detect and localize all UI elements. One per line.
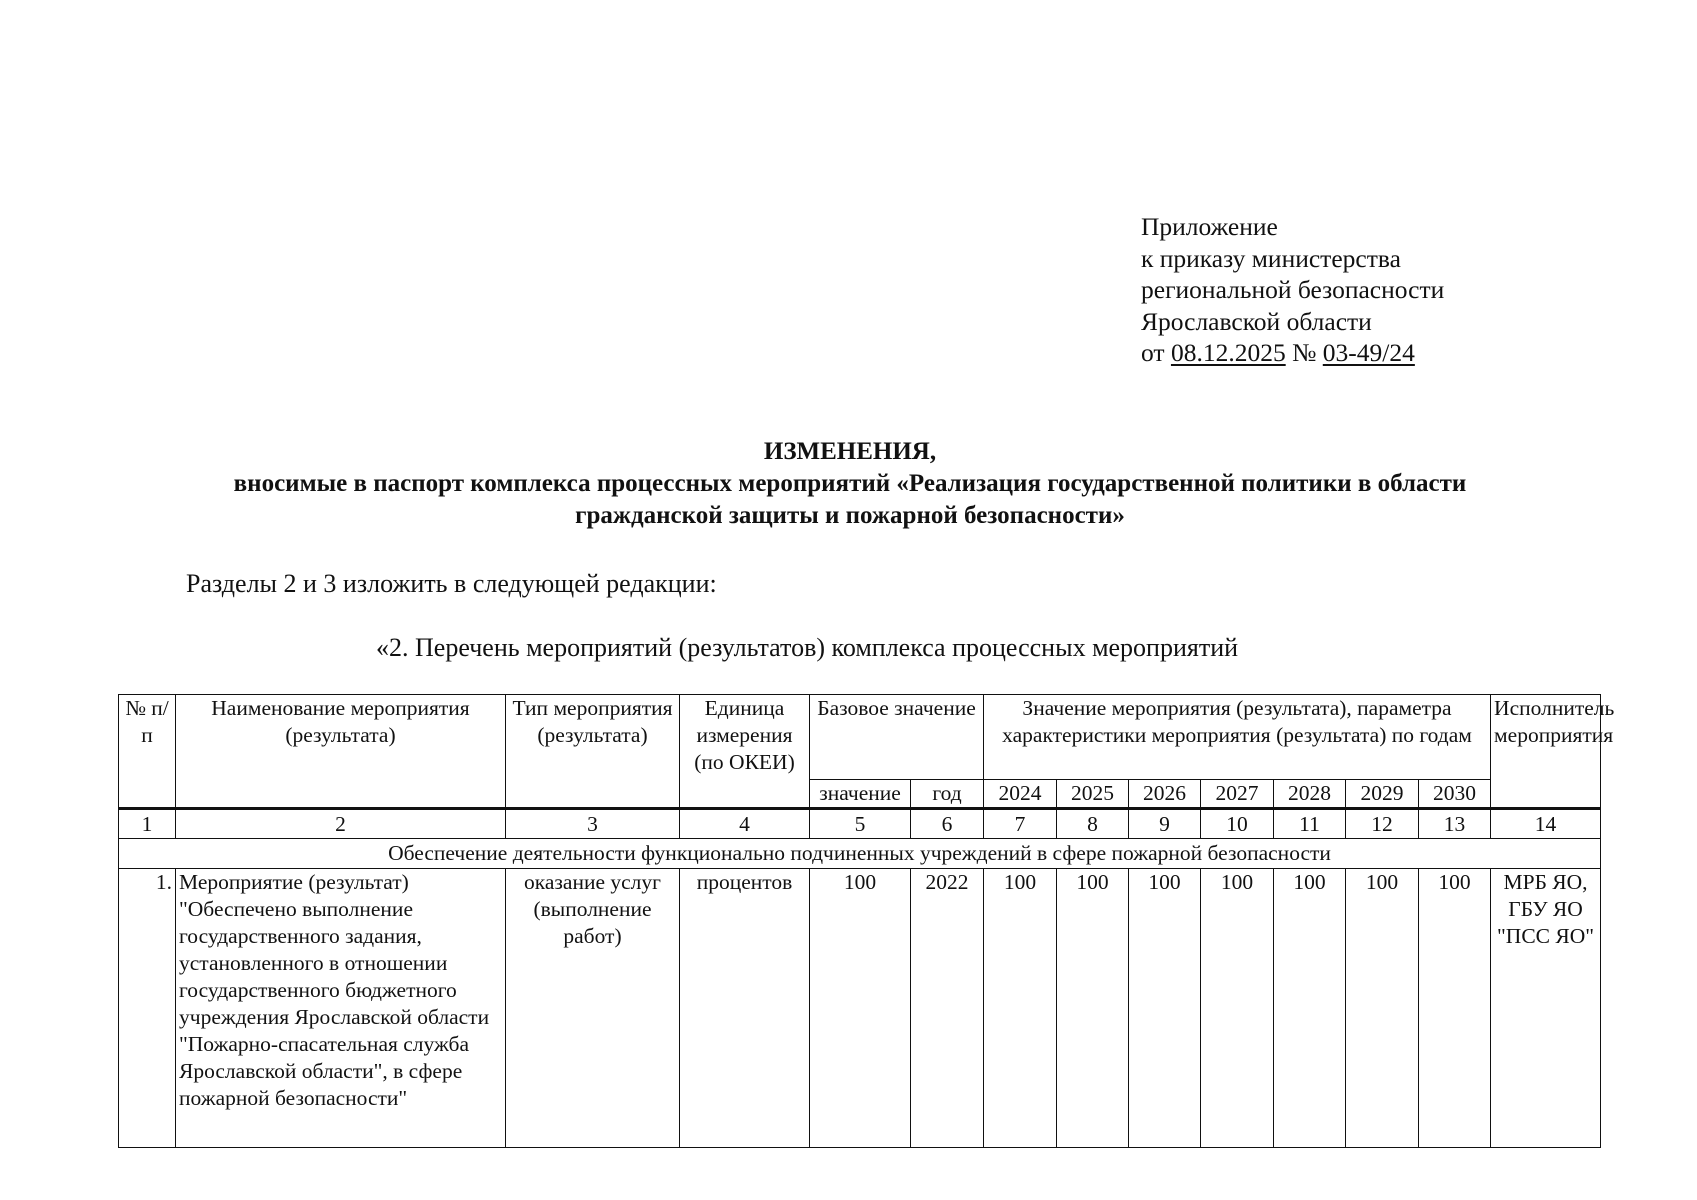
header-values: Значение мероприятия (результата), параметра характеристики мероприятия (результата) по годам bbox=[984, 695, 1491, 780]
row-value: 100 bbox=[1129, 869, 1201, 1148]
row-value: 100 bbox=[1346, 869, 1419, 1148]
section-row bbox=[119, 839, 1601, 869]
header-year: 2025 bbox=[1057, 780, 1129, 809]
row-base-value: 100 bbox=[810, 869, 911, 1148]
header-year: 2027 bbox=[1201, 780, 1274, 809]
row-name: Мероприятие (результат) "Обеспечено выполнение государственного задания, установленного в отношении государственного бюджетного учреждения Ярославской области "Пожарно-спасательная служба Ярославской области", в сфере пожарной безопасности" bbox=[176, 869, 506, 1148]
column-number: 1 bbox=[119, 809, 176, 839]
order-number: 03-49/24 bbox=[1322, 338, 1415, 367]
header-year: 2028 bbox=[1274, 780, 1346, 809]
column-number: 13 bbox=[1419, 809, 1491, 839]
column-number: 10 bbox=[1201, 809, 1274, 839]
row-base-year: 2022 bbox=[911, 869, 984, 1148]
document-title: ИЗМЕНЕНИЯ, bbox=[763, 438, 937, 465]
order-date: 08.12.2025 bbox=[1170, 338, 1286, 367]
row-value: 100 bbox=[984, 869, 1057, 1148]
column-number: 11 bbox=[1274, 809, 1346, 839]
table-row bbox=[119, 869, 1601, 1148]
row-value: 100 bbox=[1057, 869, 1129, 1148]
column-number: 5 bbox=[810, 809, 911, 839]
row-num: 1. bbox=[119, 869, 176, 1148]
header-base-year: год bbox=[911, 780, 984, 809]
header-base-value: значение bbox=[810, 780, 911, 809]
column-number: 12 bbox=[1346, 809, 1419, 839]
row-value: 100 bbox=[1201, 869, 1274, 1148]
order-number-sign: № bbox=[1285, 338, 1323, 367]
section-title: «2. Перечень мероприятий (результатов) комплекса процессных мероприятий bbox=[376, 633, 1239, 662]
order-prefix: от bbox=[1141, 338, 1171, 367]
appendix-line-1: Приложение bbox=[1141, 212, 1278, 241]
column-number: 4 bbox=[680, 809, 810, 839]
document-subtitle-line-2: гражданской защиты и пожарной безопасности» bbox=[575, 502, 1125, 529]
header-executor: Исполнитель мероприятия bbox=[1491, 695, 1601, 809]
column-number: 6 bbox=[911, 809, 984, 839]
header-num: № п/п bbox=[119, 695, 176, 809]
row-value: 100 bbox=[1419, 869, 1491, 1148]
column-number: 2 bbox=[176, 809, 506, 839]
row-type: оказание услуг (выполнение работ) bbox=[506, 869, 680, 1148]
intro-text: Разделы 2 и 3 изложить в следующей редакции: bbox=[186, 569, 717, 598]
header-unit: Единица измерения (по ОКЕИ) bbox=[680, 695, 810, 809]
header-base: Базовое значение bbox=[810, 695, 984, 780]
column-number: 7 bbox=[984, 809, 1057, 839]
column-number: 14 bbox=[1491, 809, 1601, 839]
header-year: 2024 bbox=[984, 780, 1057, 809]
column-numbers-row bbox=[119, 809, 1601, 839]
measures-table bbox=[118, 694, 1615, 1148]
appendix-line-3: региональной безопасности bbox=[1141, 275, 1445, 304]
header-year: 2030 bbox=[1419, 780, 1491, 809]
appendix-line-2: к приказу министерства bbox=[1141, 243, 1401, 273]
appendix-order-line bbox=[1141, 337, 1444, 369]
column-number: 3 bbox=[506, 809, 680, 839]
document-title-block bbox=[130, 436, 1570, 532]
appendix-block bbox=[1141, 211, 1444, 369]
table-header-row-1 bbox=[119, 695, 1601, 780]
document-subtitle-line-1: вносимые в паспорт комплекса процессных мероприятий «Реализация государственной политики в области bbox=[233, 470, 1467, 497]
column-number: 8 bbox=[1057, 809, 1129, 839]
appendix-line-4: Ярославской области bbox=[1141, 306, 1372, 336]
header-year: 2029 bbox=[1346, 780, 1419, 809]
column-number: 9 bbox=[1129, 809, 1201, 839]
row-unit: процентов bbox=[680, 869, 810, 1148]
header-type: Тип мероприятия (результата) bbox=[506, 695, 680, 809]
header-name: Наименование мероприятия (результата) bbox=[176, 695, 506, 809]
row-executor: МРБ ЯО, ГБУ ЯО "ПСС ЯО" bbox=[1491, 869, 1601, 1148]
row-value: 100 bbox=[1274, 869, 1346, 1148]
section-row-title: Обеспечение деятельности функционально подчиненных учреждений в сфере пожарной безопасности bbox=[119, 839, 1601, 869]
header-year: 2026 bbox=[1129, 780, 1201, 809]
